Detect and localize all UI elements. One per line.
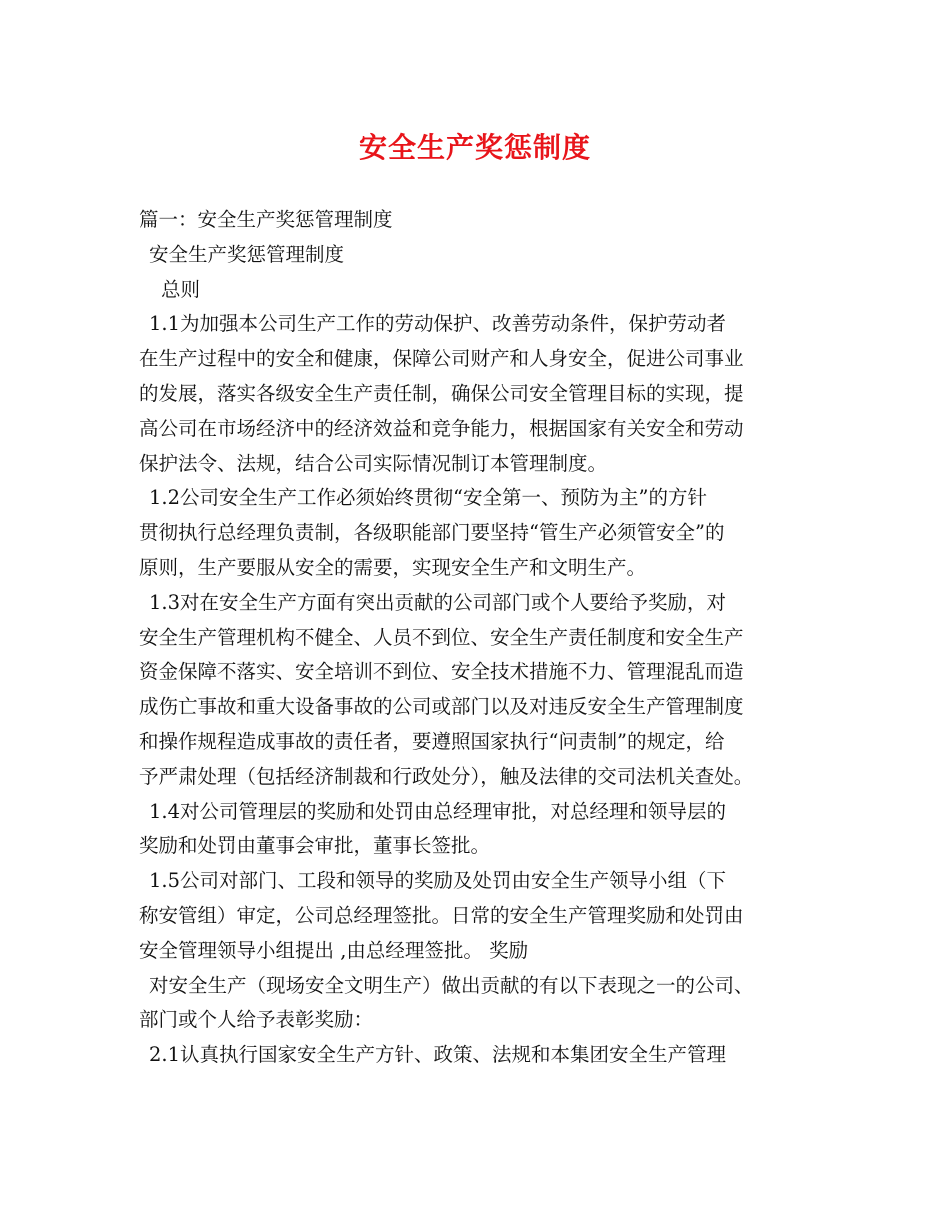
paragraph-line: 高公司在市场经济中的经济效益和竞争能力，根据国家有关安全和劳动 [139,416,744,440]
document-title: 安全生产奖惩制度 [358,131,591,164]
paragraph-line: 1.4对公司管理层的奖励和处罚由总经理审批，对总经理和领导层的 [149,799,727,823]
paragraph-line: 1.2公司安全生产工作必须始终贯彻“安全第一、预防为主”的方针 [149,486,707,510]
paragraph-line: 和操作规程造成事故的责任者，要遵照国家执行“问责制”的规定，给 [139,729,725,753]
paragraph-line: 的发展，落实各级安全生产责任制，确保公司安全管理目标的实现，提 [139,381,744,405]
chapter-heading: 总则 [161,277,201,301]
paragraph-line: 1.3对在安全生产方面有突出贡献的公司部门或个人要给予奖励，对 [149,590,727,614]
paragraph-line: 部门或个人给予表彰奖励： [139,1008,374,1032]
document-body [139,203,829,1073]
paragraph-line: 成伤亡事故和重大设备事故的公司或部门以及对违反安全生产管理制度 [139,695,744,719]
paragraph-line: 2.1认真执行国家安全生产方针、政策、法规和本集团安全生产管理 [149,1043,727,1067]
paragraph-line: 予严肃处理（包括经济制裁和行政处分），触及法律的交司法机关查处。 [139,764,754,788]
paragraph-line: 安全管理领导小组提出 ,由总经理签批。 奖励 [139,938,529,962]
paragraph-line: 在生产过程中的安全和健康，保障公司财产和人身安全，促进公司事业 [139,347,744,371]
paragraph-line: 贯彻执行总经理负责制，各级职能部门要坚持“管生产必须管安全”的 [139,521,725,545]
paragraph-line: 奖励和处罚由董事会审批，董事长签批。 [139,834,491,858]
subheading: 安全生产奖惩管理制度 [149,242,345,266]
section-heading: 篇一：安全生产奖惩管理制度 [139,208,393,231]
paragraph-line: 安全生产管理机构不健全、人员不到位、安全生产责任制度和安全生产 [139,625,744,649]
paragraph-line: 原则，生产要服从安全的需要，实现安全生产和文明生产。 [139,555,647,579]
paragraph-line: 1.5公司对部门、工段和领导的奖励及处罚由安全生产领导小组（下 [149,869,727,893]
paragraph-line: 保护法令、法规，结合公司实际情况制订本管理制度。 [139,451,608,475]
paragraph-line: 称安管组）审定，公司总经理签批。日常的安全生产管理奖励和处罚由 [139,903,744,927]
paragraph-line: 对安全生产（现场安全文明生产）做出贡献的有以下表现之一的公司、 [149,973,754,997]
paragraph-line: 1.1为加强本公司生产工作的劳动保护、改善劳动条件，保护劳动者 [149,312,727,336]
paragraph-line: 资金保障不落实、安全培训不到位、安全技术措施不力、管理混乱而造 [139,660,744,684]
